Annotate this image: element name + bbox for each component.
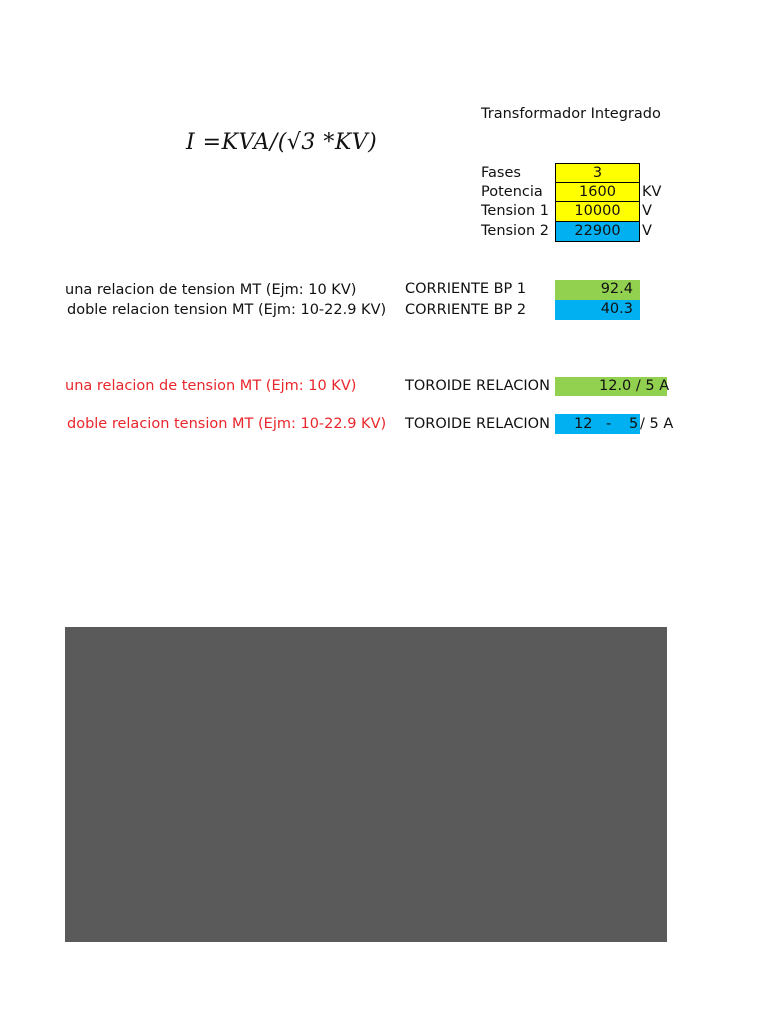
toroid-2-value-a: 12 [574, 416, 593, 432]
current-bp-1-value: 92.4 [555, 280, 640, 300]
current-1-description: una relacion de tension MT (Ejm: 10 KV) [65, 282, 357, 298]
toroid-2-label: TOROIDE RELACION [405, 416, 550, 432]
tension-2-input[interactable]: 22900 [555, 221, 640, 242]
tension-1-input[interactable]: 10000 [555, 201, 640, 222]
toroid-2-value-b: 5 [629, 416, 639, 432]
param-label-fases: Fases [481, 165, 521, 181]
toroid-2-suffix: / 5 A [640, 416, 674, 432]
toroid-1-value: 12.0 / 5 A [555, 377, 667, 396]
param-label-tension-1: Tension 1 [481, 203, 549, 219]
current-2-description: doble relacion tension MT (Ejm: 10-22.9 KV) [67, 302, 387, 318]
toroid-1-label: TOROIDE RELACION [405, 378, 550, 394]
fases-input[interactable]: 3 [555, 163, 640, 183]
toroid-2-input-cell[interactable] [555, 414, 640, 434]
potencia-input[interactable]: 1600 [555, 182, 640, 202]
tension-1-unit: V [642, 203, 652, 219]
param-label-potencia: Potencia [481, 184, 543, 200]
current-2-label: CORRIENTE BP 2 [405, 302, 527, 318]
tension-2-unit: V [642, 223, 652, 239]
current-bp-2-value: 40.3 [555, 300, 640, 320]
potencia-unit: KV [642, 184, 662, 200]
sheet-title: Transformador Integrado [481, 106, 661, 122]
toroid-2-description: doble relacion tension MT (Ejm: 10-22.9 KV) [67, 416, 387, 432]
current-1-label: CORRIENTE BP 1 [405, 281, 527, 297]
diagram-panel [65, 627, 667, 942]
toroid-1-description: una relacion de tension MT (Ejm: 10 KV) [65, 378, 357, 394]
toroid-2-separator: - [606, 416, 612, 432]
param-label-tension-2: Tension 2 [481, 223, 549, 239]
current-formula: I =KVA/(√3 *KV) [186, 130, 378, 155]
